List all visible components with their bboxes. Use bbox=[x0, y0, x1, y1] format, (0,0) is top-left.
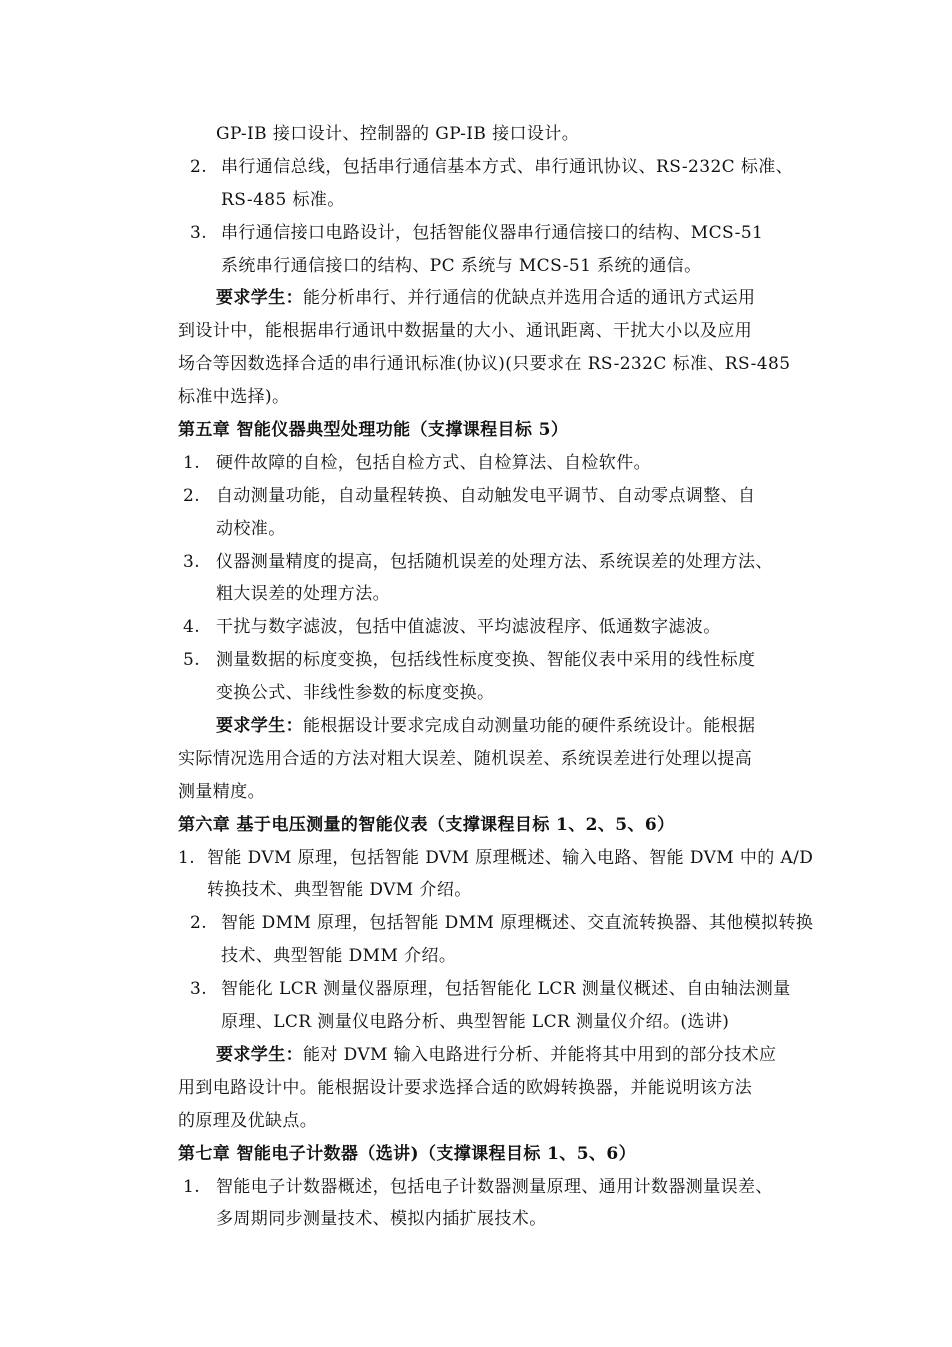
paragraph-text: 场合等因数选择合适的串行通讯标准(协议)(只要求在 RS-232C 标准、RS-485 bbox=[178, 354, 791, 375]
chapter-title: 第五章 智能仪器典型处理功能（支撑课程目标 5） bbox=[178, 420, 569, 441]
requirement-text: 能对 DVM 输入电路进行分析、并能将其中用到的部分技术应 bbox=[303, 1044, 777, 1065]
list-item bbox=[0, 217, 952, 250]
requirement-text: 能根据设计要求完成自动测量功能的硬件系统设计。能根据 bbox=[303, 716, 756, 737]
list-item bbox=[0, 644, 952, 677]
list-item-text: 系统串行通信接口的结构、PC 系统与 MCS-51 系统的通信。 bbox=[221, 255, 702, 276]
chapter-heading bbox=[0, 809, 952, 842]
list-item-continuation bbox=[0, 940, 952, 973]
paragraph-text: 用到电路设计中。能根据设计要求选择合适的欧姆转换器，并能说明该方法 bbox=[178, 1077, 753, 1098]
list-item-continuation bbox=[0, 874, 952, 907]
list-item-text: 转换技术、典型智能 DVM 介绍。 bbox=[207, 880, 472, 901]
paragraph-line bbox=[0, 348, 952, 381]
list-item-text: RS-485 标准。 bbox=[221, 189, 345, 210]
list-item-number: 2. bbox=[183, 485, 201, 506]
list-item-continuation bbox=[0, 513, 952, 546]
list-item-number: 1. bbox=[183, 452, 201, 473]
list-item-continuation bbox=[0, 1203, 952, 1236]
list-item-text: 原理、LCR 测量仪电路分析、典型智能 LCR 测量仪介绍。(选讲) bbox=[221, 1012, 730, 1033]
list-item-text: 串行通信接口电路设计，包括智能仪器串行通信接口的结构、MCS-51 bbox=[221, 222, 764, 243]
paragraph-line bbox=[0, 315, 952, 348]
list-item-number: 2. bbox=[190, 156, 208, 177]
paragraph-line bbox=[0, 381, 952, 414]
list-item-number: 3. bbox=[183, 551, 201, 572]
list-item-text: 粗大误差的处理方法。 bbox=[216, 584, 390, 605]
list-item bbox=[0, 151, 952, 184]
list-item-text: 智能电子计数器概述，包括电子计数器测量原理、通用计数器测量误差、 bbox=[216, 1176, 773, 1197]
list-item-text: 智能 DVM 原理，包括智能 DVM 原理概述、输入电路、智能 DVM 中的 A/D bbox=[207, 847, 814, 868]
list-item bbox=[0, 842, 952, 875]
list-item-text: 硬件故障的自检，包括自检方式、自检算法、自检软件。 bbox=[216, 452, 651, 473]
continuation-line bbox=[0, 118, 952, 151]
list-item-continuation bbox=[0, 1006, 952, 1039]
paragraph-line bbox=[0, 1072, 952, 1105]
paragraph-text: 测量精度。 bbox=[178, 781, 265, 802]
list-item-text: 多周期同步测量技术、模拟内插扩展技术。 bbox=[216, 1209, 547, 1230]
list-item-number: 4. bbox=[183, 617, 201, 638]
list-item bbox=[0, 447, 952, 480]
paragraph-line bbox=[0, 743, 952, 776]
list-item-number: 1. bbox=[178, 847, 196, 868]
list-item-number: 2. bbox=[190, 913, 208, 934]
list-item-continuation bbox=[0, 184, 952, 217]
list-item-text: 智能化 LCR 测量仪器原理，包括智能化 LCR 测量仪概述、自由轴法测量 bbox=[221, 979, 791, 1000]
list-item-text: 智能 DMM 原理，包括智能 DMM 原理概述、交直流转换器、其他模拟转换 bbox=[221, 913, 814, 934]
chapter-title: 第七章 智能电子计数器（选讲)（支撑课程目标 1、5、6） bbox=[178, 1143, 636, 1164]
list-item-text: 自动测量功能，自动量程转换、自动触发电平调节、自动零点调整、自 bbox=[216, 485, 756, 506]
list-item-text: 仪器测量精度的提高，包括随机误差的处理方法、系统误差的处理方法、 bbox=[216, 551, 773, 572]
paragraph-line bbox=[0, 776, 952, 809]
list-item bbox=[0, 611, 952, 644]
requirement-label: 要求学生： bbox=[216, 288, 303, 309]
list-item-continuation bbox=[0, 677, 952, 710]
requirement-text: 能分析串行、并行通信的优缺点并选用合适的通讯方式运用 bbox=[303, 288, 756, 309]
continuation-text: GP-IB 接口设计、控制器的 GP-IB 接口设计。 bbox=[216, 124, 580, 144]
chapter-heading bbox=[0, 1138, 952, 1171]
list-item-continuation bbox=[0, 250, 952, 283]
paragraph-text: 的原理及优缺点。 bbox=[178, 1110, 318, 1131]
paragraph-text: 标准中选择)。 bbox=[178, 387, 290, 408]
list-item-text: 变换公式、非线性参数的标度变换。 bbox=[216, 683, 495, 704]
list-item-number: 1. bbox=[183, 1176, 201, 1197]
paragraph-text: 到设计中，能根据串行通讯中数据量的大小、通讯距离、干扰大小以及应用 bbox=[178, 321, 753, 342]
list-item bbox=[0, 1171, 952, 1204]
list-item-text: 串行通信总线，包括串行通信基本方式、串行通讯协议、RS-232C 标准、 bbox=[221, 156, 794, 177]
requirement-label: 要求学生： bbox=[216, 1044, 303, 1065]
requirement-label: 要求学生： bbox=[216, 716, 303, 737]
list-item-number: 5. bbox=[183, 650, 201, 671]
list-item-text: 技术、典型智能 DMM 介绍。 bbox=[221, 946, 457, 967]
list-item-continuation bbox=[0, 578, 952, 611]
list-item bbox=[0, 546, 952, 579]
list-item-number: 3. bbox=[190, 979, 208, 1000]
list-item-text: 测量数据的标度变换，包括线性标度变换、智能仪表中采用的线性标度 bbox=[216, 650, 756, 671]
chapter-heading bbox=[0, 414, 952, 447]
requirement-paragraph bbox=[0, 1039, 952, 1072]
document-page bbox=[0, 118, 952, 1236]
list-item-text: 动校准。 bbox=[216, 518, 286, 539]
list-item bbox=[0, 973, 952, 1006]
requirement-paragraph bbox=[0, 710, 952, 743]
requirement-paragraph bbox=[0, 282, 952, 315]
list-item-text: 干扰与数字滤波，包括中值滤波、平均滤波程序、低通数字滤波。 bbox=[216, 617, 721, 638]
list-item-number: 3. bbox=[190, 222, 208, 243]
paragraph-text: 实际情况选用合适的方法对粗大误差、随机误差、系统误差进行处理以提高 bbox=[178, 748, 753, 769]
list-item bbox=[0, 480, 952, 513]
chapter-title: 第六章 基于电压测量的智能仪表（支撑课程目标 1、2、5、6） bbox=[178, 814, 675, 835]
list-item bbox=[0, 907, 952, 940]
paragraph-line bbox=[0, 1105, 952, 1138]
